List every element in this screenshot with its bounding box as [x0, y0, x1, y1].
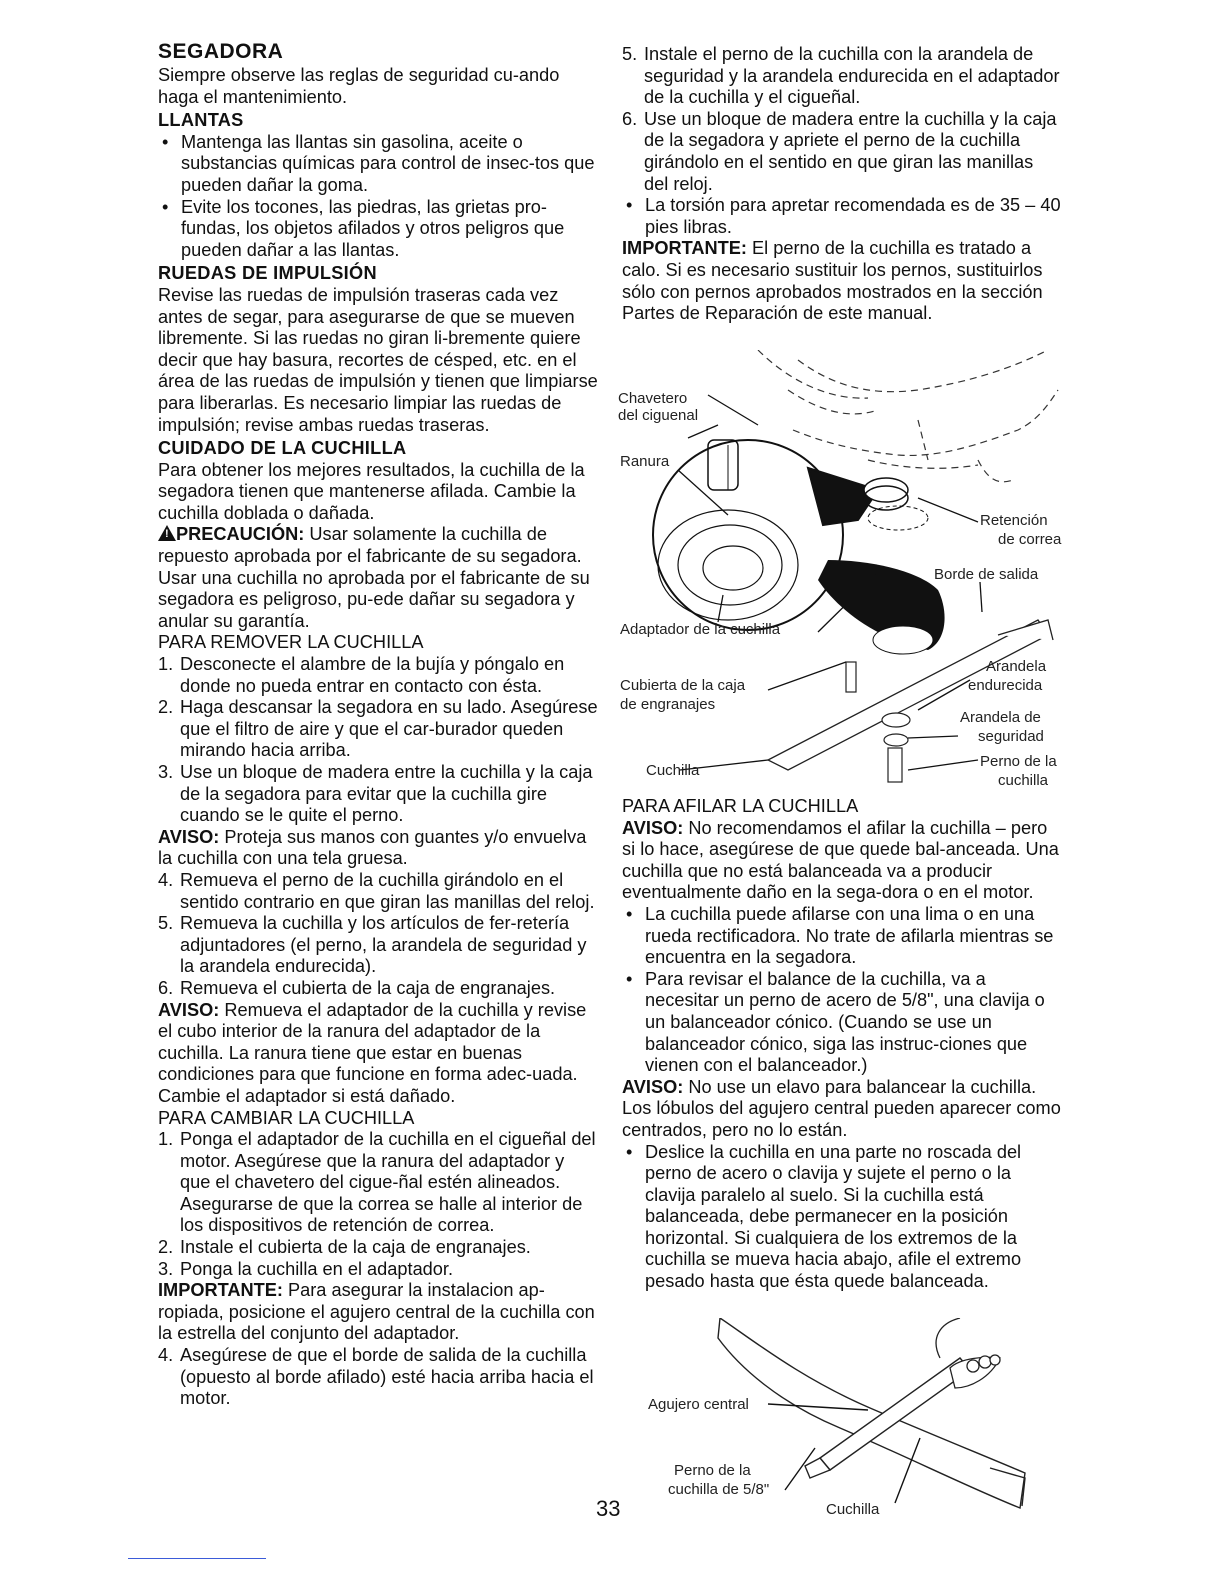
list-text: Use un bloque de madera entre la cuchilla y la caja de la segadora y apriete el perno de la cuchilla girándolo en el sentido en que giran las manillas del reloj.: [644, 108, 1057, 194]
list-text: Haga descansar la segadora en su lado. Asegúrese que el filtro de aire y que el car-burador queden mirando hacia arriba.: [180, 697, 598, 761]
list-number: 6.: [158, 977, 174, 998]
list-item: [622, 109, 1062, 195]
precaucion-label: PRECAUCIÓN:: [176, 524, 305, 545]
importante-text: El perno de la cuchilla es tratado a calo. Si es necesario sustituir los pernos, sustituirlos sólo con pernos aprobados mostrados en la sección Partes de Reparación de este manual.: [622, 238, 1043, 324]
label-cubierta-1: Cubierta de la caja: [620, 677, 746, 694]
heading-afilar: PARA AFILAR LA CUCHILLA: [622, 796, 859, 816]
list-text: Ponga el adaptador de la cuchilla en el cigueñal del motor. Asegúrese que la ranura del adaptador y que el chavetero del cigue-ñal estén alineados. Asegurarse de que la correa se halle al interior de los dispositivos de retención de correa.: [180, 1129, 596, 1236]
list-text: Asegúrese de que el borde de salida de la cuchilla (opuesto al borde afilado) esté hacia arriba hacia el motor.: [180, 1345, 594, 1409]
label-chavetero-1: Chavetero: [618, 390, 688, 407]
label-cuchilla: Cuchilla: [646, 762, 700, 779]
label-perno-1: Perno de la: [674, 1462, 751, 1479]
aviso-paragraph: [622, 818, 1062, 904]
label-arandela-seguridad-2: seguridad: [978, 728, 1044, 745]
list-number: 4.: [158, 869, 174, 890]
label-arandela-endurecida-2: endurecida: [968, 677, 1043, 694]
list-number: 6.: [622, 108, 638, 129]
list-number: 3.: [158, 762, 174, 782]
bullet-item: • Evite los tocones, las piedras, las grietas pro-fundas, los objetos afilados y otros peligros que pueden dañar a las llantas.: [162, 196, 565, 260]
aviso-label: AVISO:: [158, 999, 220, 1020]
aviso-paragraph: [158, 1000, 598, 1108]
aviso-text: Proteja sus manos con guantes y/o envuelva la cuchilla con una tela gruesa.: [158, 826, 587, 869]
importante-paragraph: [622, 238, 1062, 324]
list-number: 1.: [158, 654, 174, 675]
importante-text: Para asegurar la instalacion ap-ropiada, posicione el agujero central de la cuchilla con la estrella del conjunto del adaptador.: [158, 1280, 595, 1344]
afilar-section: [622, 796, 1062, 1293]
list-item: [158, 1129, 598, 1237]
list-item: [158, 1259, 598, 1281]
warning-icon: !: [158, 525, 176, 541]
label-perno-1: Perno de la: [980, 753, 1057, 770]
importante-label: IMPORTANTE:: [158, 1280, 283, 1301]
list-text: Remueva el cubierta de la caja de engranajes.: [180, 977, 556, 998]
list-item: [158, 978, 598, 1000]
list-number: 2.: [158, 697, 174, 718]
aviso-label: AVISO:: [622, 817, 684, 838]
list-number: 5.: [622, 44, 638, 64]
list-number: 4.: [158, 1345, 174, 1366]
label-agujero: Agujero central: [648, 1396, 749, 1413]
label-chavetero-2: del ciguenal: [618, 407, 699, 424]
cuidado-text: Para obtener los mejores resultados, la cuchilla de la segadora tienen que mantenerse afilada. Cambie la cuchilla doblada o dañada.: [158, 459, 585, 523]
list-item: [158, 913, 598, 978]
aviso-label: AVISO:: [158, 826, 220, 847]
importante-label: IMPORTANTE:: [622, 238, 747, 259]
bullet-item: • Mantenga las llantas sin gasolina, aceite o substancias químicas para control de insec-tos que pueden dañar la goma.: [162, 131, 595, 195]
bullet-text: Mantenga las llantas sin gasolina, aceite o substancias químicas para control de insec-tos que pueden dañar la goma.: [181, 131, 595, 195]
list-text: Instale el perno de la cuchilla con la arandela de seguridad y la arandela endurecida en el adaptador de la cuchilla y el cigueñal.: [644, 44, 1060, 108]
label-ranura: Ranura: [620, 453, 670, 470]
list-number: 2.: [158, 1237, 174, 1258]
list-number: 5.: [158, 913, 174, 934]
list-text: Remueva el perno de la cuchilla girándolo en el sentido contrario en que giran las manillas del reloj.: [180, 869, 595, 912]
list-number: 3.: [158, 1258, 174, 1279]
label-borde: Borde de salida: [934, 566, 1039, 583]
label-retencion-2: de correa: [998, 531, 1062, 548]
label-arandela-seguridad-1: Arandela de: [960, 709, 1041, 726]
heading-llantas: LLANTAS: [158, 110, 244, 131]
label-retencion-1: Retención: [980, 512, 1048, 529]
aviso-text: No use un elavo para balancear la cuchilla. Los lóbulos del agujero central pueden aparecer como centrados, pero no lo están.: [622, 1076, 1061, 1140]
label-cuchilla: Cuchilla: [826, 1501, 880, 1518]
importante-paragraph: [158, 1280, 598, 1345]
list-item: [158, 1345, 598, 1410]
bullet-item: • La torsión para apretar recomendada es de 35 – 40 pies libras.: [626, 195, 1061, 237]
left-column: [158, 40, 598, 1410]
bullet-item: • Deslice la cuchilla en una parte no roscada del perno de acero o clavija y sujete el perno o la clavija paralelo al suelo. Si la cuchilla está balanceada, debe permanecer en la posición horizontal. Si cualquiera de los extremos de la cuchilla se mueva hacia abajo, afile el extremo pesado hasta que ésta quede balanceada.: [626, 1141, 1022, 1292]
bullet-item: • La cuchilla puede afilarse con una lima o en una rueda rectificadora. No trate de afilarla mientras se encuentra en la segadora.: [626, 903, 1054, 968]
label-cubierta-2: de engranajes: [620, 696, 716, 713]
heading-ruedas: RUEDAS DE IMPULSIÓN: [158, 263, 377, 284]
list-item: [158, 697, 598, 762]
list-item: [158, 762, 598, 827]
label-perno-2: cuchilla de 5/8": [668, 1481, 770, 1498]
list-item: [158, 654, 598, 697]
list-item: [158, 1237, 598, 1259]
zoom-circle: [653, 440, 843, 630]
footer-divider: [128, 1558, 266, 1559]
ruedas-text: Revise las ruedas de impulsión traseras cada vez antes de segar, para asegurarse de que se mueven libremente. Si las ruedas no giran li-bremente quiere decir que hay basura, recortes de césped, etc. en el área de las ruedas de impulsión y tienen que limpiarse para liberarlas. Es necesario limpiar las ruedas de impulsión; revise ambas ruedas traseras.: [158, 284, 598, 435]
list-text: Instale el cubierta de la caja de engranajes.: [180, 1237, 531, 1258]
label-arandela-endurecida-1: Arandela: [986, 658, 1047, 675]
heading-cuidado: CUIDADO DE LA CUCHILLA: [158, 438, 407, 459]
aviso-label: AVISO:: [622, 1076, 684, 1097]
deck-outline: [758, 350, 1058, 482]
list-item: [622, 44, 1062, 109]
bullet-text: Evite los tocones, las piedras, las grietas pro-fundas, los objetos afilados y otros peligros que pueden dañar a las llantas.: [181, 196, 565, 260]
label-adaptador: Adaptador de la cuchilla: [620, 621, 781, 638]
page-number: 33: [596, 1496, 621, 1521]
precaucion-text: Usar solamente la cuchilla de repuesto aprobada por el fabricante de su segadora. Usar una cuchilla no aprobada por el fabricante de su segadora es peligroso, pu-ede dañar su segadora y anular su garantía.: [158, 524, 590, 631]
right-column: [622, 44, 1062, 325]
blade-assembly-figure: [618, 350, 1068, 792]
bullet-text: Para revisar el balance de la cuchilla, va a necesitar un perno de acero de 5/8", una clavija o un balanceador cónico. (Cuando se use un balanceador cónico, siga las instruc-ciones que vienen con el balanceador.): [645, 968, 1045, 1076]
list-item: [158, 870, 598, 913]
bullet-item: • Para revisar el balance de la cuchilla, va a necesitar un perno de acero de 5/8", una clavija o un balanceador cónico. (Cuando se use un balanceador cónico, siga las instruc-ciones que vienen con el balanceador.): [626, 968, 1045, 1076]
section-title: SEGADORA: [158, 40, 284, 63]
blade-balance-figure: [640, 1318, 1060, 1528]
heading-remover: PARA REMOVER LA CUCHILLA: [158, 632, 424, 653]
aviso-paragraph: [622, 1077, 1062, 1142]
aviso-paragraph: [158, 827, 598, 870]
precaucion-paragraph: [158, 524, 598, 632]
list-text: Remueva la cuchilla y los artículos de fer-retería adjuntadores (el perno, la arandela de seguridad y la arandela endurecida).: [180, 913, 587, 977]
list-text: Ponga la cuchilla en el adaptador.: [180, 1258, 454, 1279]
list-number: 1.: [158, 1129, 174, 1150]
list-text: Use un bloque de madera entre la cuchilla y la caja de la segadora para evitar que la cuchilla gire cuando se le quite el perno.: [180, 762, 593, 826]
list-text: Desconecte el alambre de la bujía y póngalo en donde no pueda entrar en contacto con ésta.: [180, 654, 565, 696]
heading-cambiar: PARA CAMBIAR LA CUCHILLA: [158, 1107, 415, 1128]
aviso-text: No recomendamos el afilar la cuchilla – pero si lo hace, asegúrese de que quede bal-anceada. Una cuchilla que no está balanceada va a producir eventualmente daño en la sega-dora o en el motor.: [622, 817, 1059, 903]
bullet-text: La torsión para apretar recomendada es de 35 – 40 pies libras.: [645, 195, 1061, 237]
blade-outline: [718, 1318, 1025, 1508]
label-perno-2: cuchilla: [998, 772, 1049, 789]
aviso-text: Remueva el adaptador de la cuchilla y revise el cubo interior de la ranura del adaptador de la cuchilla. La ranura tiene que estar en buenas condiciones para que funcione en forma adec-uada. Cambie el adaptador si está dañado.: [158, 999, 587, 1106]
intro-text: Siempre observe las reglas de seguridad cu-ando haga el mantenimiento.: [158, 65, 560, 107]
bullet-text: Deslice la cuchilla en una parte no roscada del perno de acero o clavija y sujete el perno o la clavija paralelo al suelo. Si la cuchilla está balanceada, debe permanecer en la posición horizontal. Si cualquiera de los extremos de la cuchilla se mueva hacia abajo, afile el extremo pesado hasta que ésta quede balanceada.: [645, 1141, 1022, 1292]
bullet-text: La cuchilla puede afilarse con una lima o en una rueda rectificadora. No trate de afilarla mientras se encuentra en la segadora.: [645, 903, 1054, 968]
